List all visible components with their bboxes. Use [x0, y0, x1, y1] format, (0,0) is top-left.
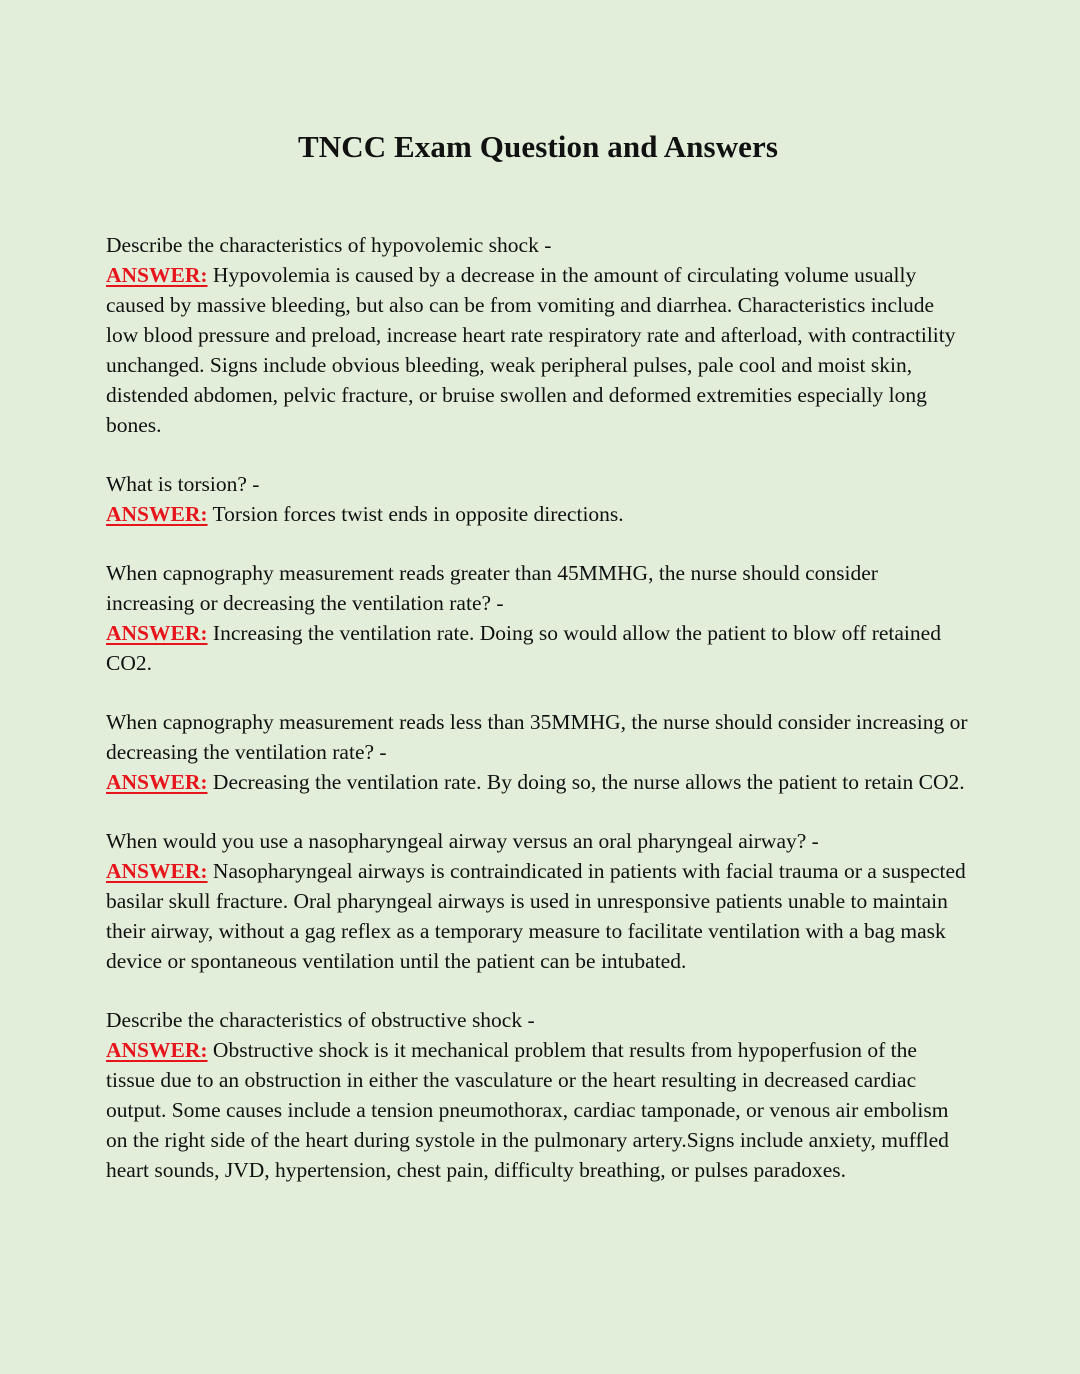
qa-item-capnography-high [106, 558, 970, 678]
answer-text: Obstructive shock is it mechanical problem that results from hypoperfusion of the tissue due to an obstruction in either the vasculature or the heart resulting in decreased cardiac output. Some causes include a tension pneumothorax, cardiac tamponade, or venous air embolism on the right side of the heart during systole in the pulmonary artery.Signs include anxiety, muffled heart sounds, JVD, hypertension, chest pain, difficulty breathing, or pulses paradoxes. [106, 1038, 949, 1182]
qa-list [106, 230, 970, 1185]
answer-label: ANSWER: [106, 859, 208, 883]
answer-label: ANSWER: [106, 502, 208, 526]
question-text: When capnography measurement reads greater than 45MMHG, the nurse should consider increasing or decreasing the ventilation rate? - [106, 561, 878, 615]
answer-text: Decreasing the ventilation rate. By doing so, the nurse allows the patient to retain CO2. [212, 770, 965, 794]
qa-item-airway [106, 826, 970, 976]
answer-paragraph [106, 618, 970, 678]
qa-item-capnography-low [106, 707, 970, 797]
answer-label: ANSWER: [106, 1038, 208, 1062]
answer-text: Increasing the ventilation rate. Doing so would allow the patient to blow off retained CO2. [106, 621, 941, 675]
question-text: What is torsion? - [106, 472, 260, 496]
page-title: TNCC Exam Question and Answers [297, 129, 779, 164]
answer-paragraph [106, 856, 970, 976]
qa-item-hypovolemic-shock [106, 230, 970, 440]
qa-item-torsion [106, 469, 970, 529]
answer-paragraph [106, 499, 970, 529]
answer-label: ANSWER: [106, 770, 208, 794]
question-text: When would you use a nasopharyngeal airway versus an oral pharyngeal airway? - [106, 829, 819, 853]
answer-text: Nasopharyngeal airways is contraindicated in patients with facial trauma or a suspected basilar skull fracture. Oral pharyngeal airways is used in unresponsive patients unable to maintain their airway, without a gag reflex as a temporary measure to facilitate ventilation with a bag mask device or spontaneous ventilation until the patient can be intubated. [106, 859, 966, 973]
question-text: Describe the characteristics of obstructive shock - [106, 1008, 535, 1032]
answer-label: ANSWER: [106, 263, 208, 287]
answer-text: Hypovolemia is caused by a decrease in the amount of circulating volume usually caused by massive bleeding, but also can be from vomiting and diarrhea. Characteristics include low blood pressure and preload, increase heart rate respiratory rate and afterload, with contractility unchanged. Signs include obvious bleeding, weak peripheral pulses, pale cool and moist skin, distended abdomen, pelvic fracture, or bruise swollen and deformed extremities especially long bones. [106, 263, 956, 437]
answer-text: Torsion forces twist ends in opposite directions. [212, 502, 624, 526]
answer-paragraph [106, 1035, 970, 1185]
answer-label: ANSWER: [106, 621, 208, 645]
question-text: When capnography measurement reads less than 35MMHG, the nurse should consider increasing or decreasing the ventilation rate? - [106, 710, 968, 764]
qa-item-obstructive-shock [106, 1005, 970, 1185]
answer-paragraph [106, 260, 970, 440]
answer-paragraph [106, 767, 970, 797]
question-text: Describe the characteristics of hypovolemic shock - [106, 233, 552, 257]
